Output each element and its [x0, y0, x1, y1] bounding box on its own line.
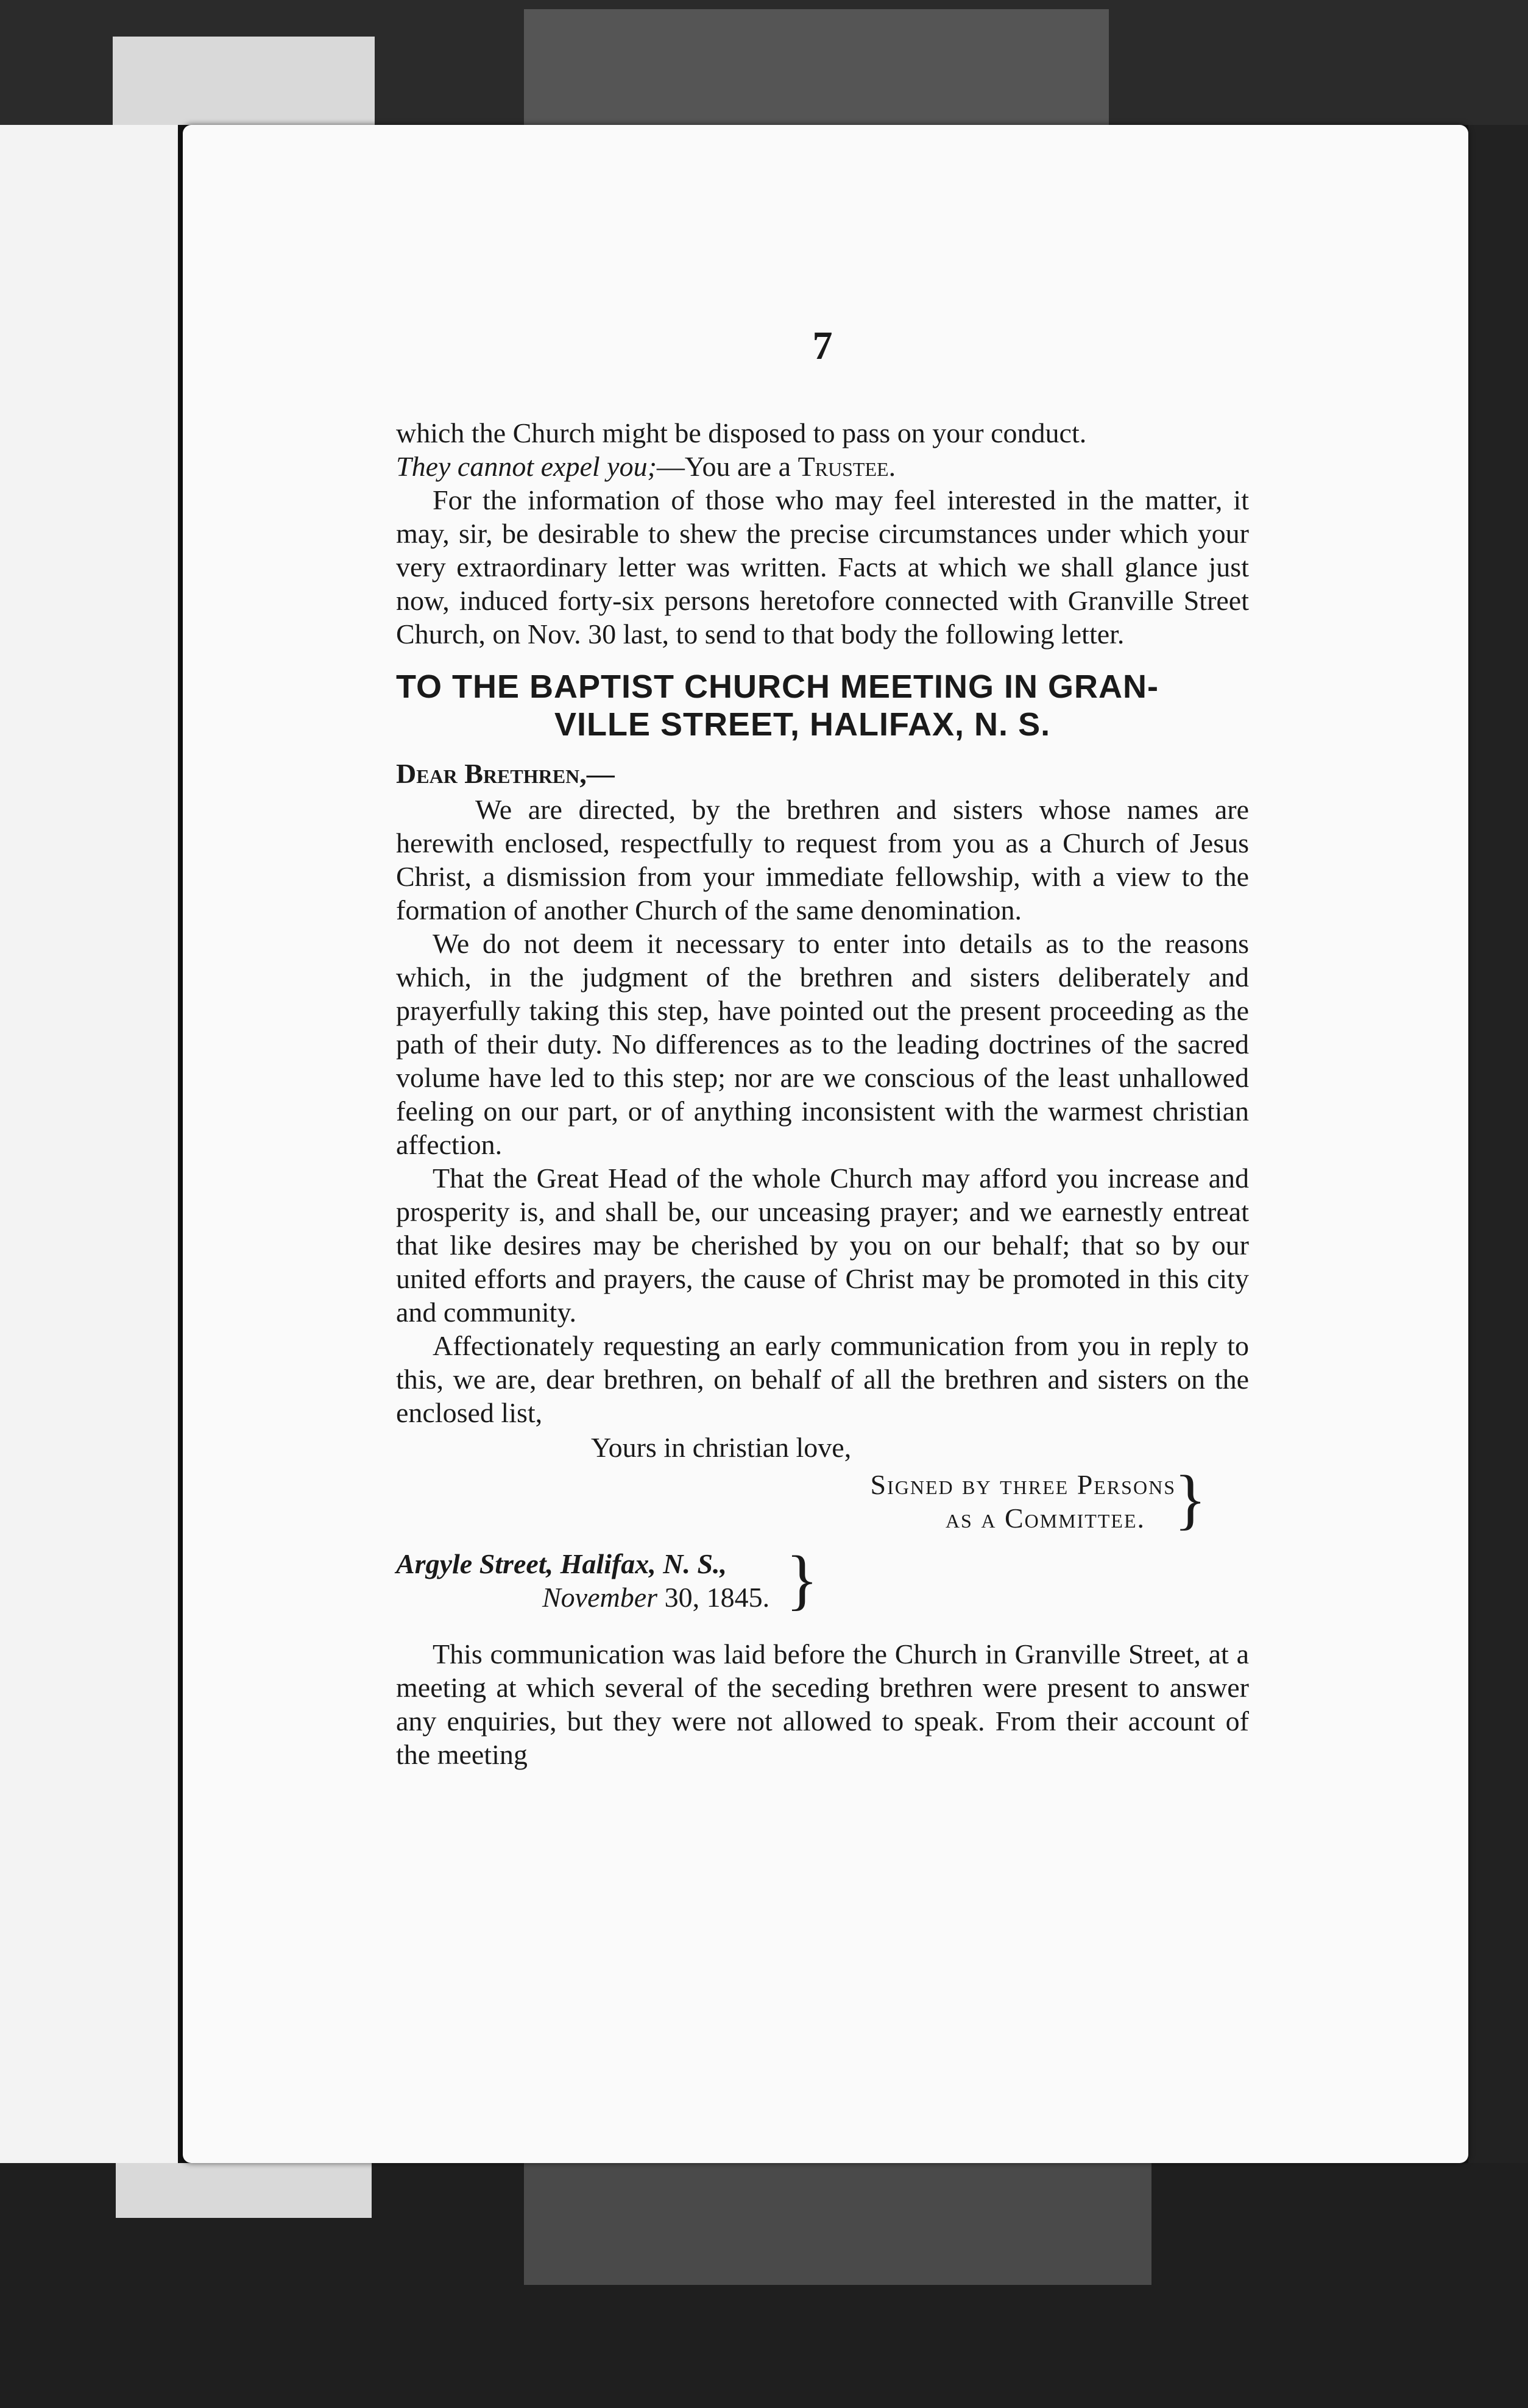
letter-paragraph: That the Great Head of the whole Church may afford you increase and prosperity is, and shall be, our unceasing prayer; and we earnestly entreat that like desires may be cherished by you on our behalf; that so by our united efforts and prayers, the cause of Christ may be promoted in this city and community.	[396, 1163, 1249, 1328]
heading-line-2: VILLE STREET, HALIFAX, N. S.	[554, 706, 1051, 743]
address-date: 30, 1845.	[657, 1582, 770, 1613]
letter-paragraph: We are directed, by the brethren and sisters whose names are herewith enclosed, respectfully to request from you as a Church of Jesus Christ, a dismission from your immediate fellowship, with a view to the formation of another Church of the same denomination.	[396, 794, 1249, 926]
address-line-2	[542, 1581, 769, 1614]
signed-line-2: as a Committee.	[945, 1503, 1145, 1534]
letter-body	[396, 757, 1249, 1620]
page-body	[396, 416, 1249, 1771]
address-line-1: Argyle Street, Halifax, N. S.,	[396, 1548, 727, 1579]
paragraph-text: which the Church might be disposed to pass on your conduct.	[396, 417, 1087, 448]
scan-band-top	[524, 9, 1109, 125]
italic-phrase: They cannot expel you;	[396, 451, 657, 482]
scan-tab-top	[113, 37, 375, 125]
paragraph: This communication was laid before the Church in Granville Street, at a meeting at which several of the seceding brethren were present to answer any enquiries, but they were not allowed to speak. From their account of the meeting	[396, 1638, 1249, 1770]
scan-margin-right	[1468, 125, 1528, 2163]
brace-glyph: }	[786, 1542, 818, 1617]
small-caps-word: Trustee.	[798, 451, 896, 482]
letter-paragraph: We do not deem it necessary to enter into details as to the reasons which, in the judgment of the brethren and sisters deliberately and prayerfully taking this step, have pointed out the present proceeding as the path of their duty. No differences as to the leading doctrines of the sacred volume have led to this step; nor are we conscious of the least unhallowed feeling on our part, or of anything inconsistent with the warmest christian affection.	[396, 928, 1249, 1160]
letter-address	[396, 1542, 1249, 1620]
letter-closing: Yours in christian love,	[591, 1432, 852, 1463]
salutation: Dear Brethren,—	[396, 758, 615, 789]
letter-paragraph: Affectionately requesting an early communication from you in reply to this, we are, dear brethren, on behalf of all the brethren and sisters on the enclosed list,	[396, 1330, 1249, 1428]
heading-line-1: TO THE BAPTIST CHURCH MEETING IN GRAN-	[396, 668, 1159, 705]
letter-heading	[396, 668, 1249, 743]
signature-block	[396, 1462, 1249, 1536]
signed-line-1: Signed by three Persons	[870, 1469, 1176, 1500]
paragraph-continuation	[396, 416, 1249, 483]
scan-band-bottom	[524, 2163, 1151, 2285]
paragraph: For the information of those who may feel interested in the matter, it may, sir, be desirable to shew the precise circumstances under which your very extraordinary letter was written. Facts at which we shall glance just now, induced forty-six persons heretofore connected with Granville Street Church, on Nov. 30 last, to send to that body the following letter.	[396, 484, 1249, 650]
facing-page	[0, 125, 178, 2163]
paragraph-text: —You are a	[656, 451, 798, 482]
page-number: 7	[812, 324, 833, 368]
address-month: November	[542, 1582, 658, 1613]
brace-glyph: }	[1174, 1462, 1206, 1536]
